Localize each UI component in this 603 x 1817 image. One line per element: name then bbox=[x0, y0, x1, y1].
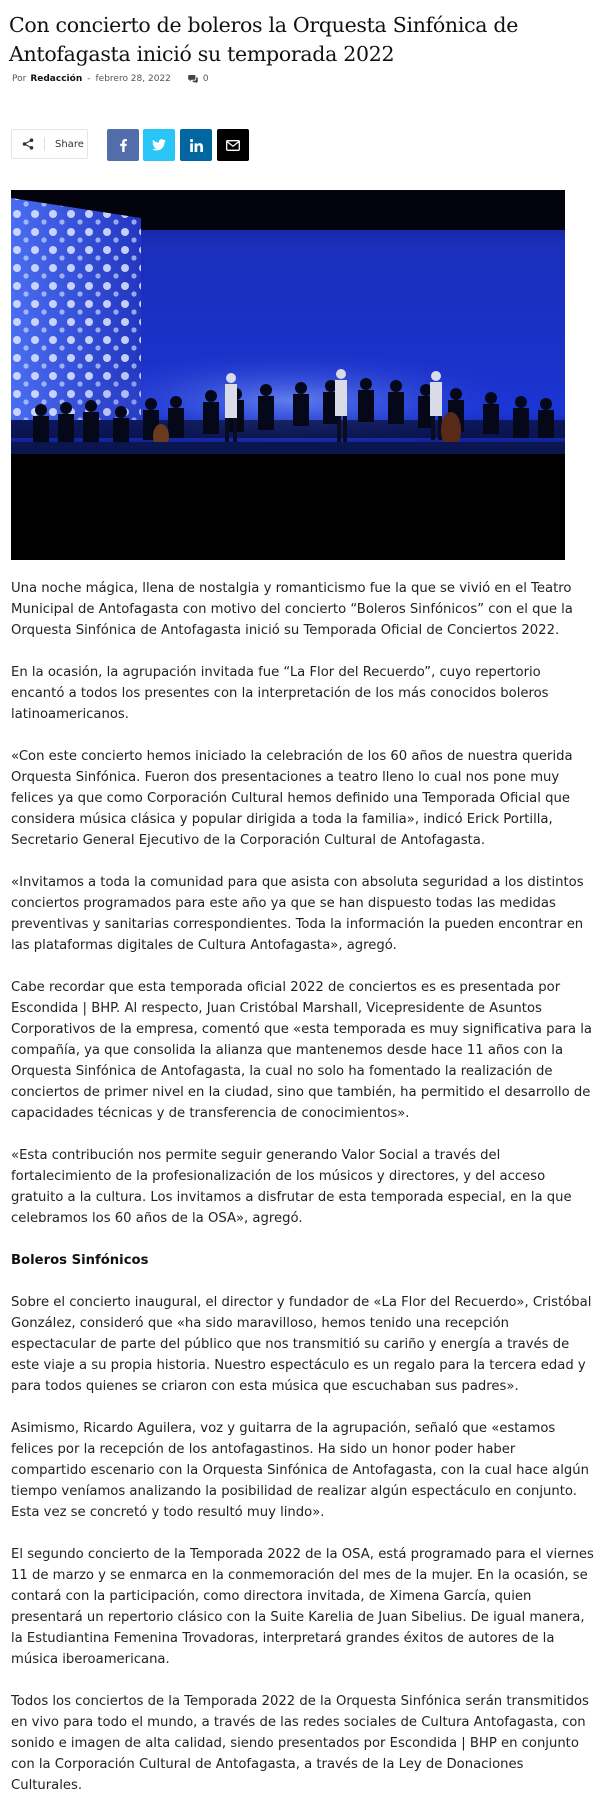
author-link[interactable]: Redacción bbox=[30, 74, 83, 84]
twitter-icon bbox=[152, 139, 166, 151]
share-divider bbox=[44, 137, 45, 151]
share-label: Share bbox=[55, 138, 84, 150]
publish-date: febrero 28, 2022 bbox=[95, 74, 171, 84]
share-button[interactable] bbox=[11, 129, 88, 159]
meta-separator: - bbox=[87, 74, 91, 84]
comment-count: 0 bbox=[202, 74, 209, 84]
article-paragraph: En la ocasión, la agrupación invitada fue “La Flor del Recuerdo”, cuyo repertorio encantó a todos los presentes con la interpretación de los más conocidos boleros latinoamericanos. bbox=[11, 665, 549, 722]
article-paragraph: El segundo concierto de la Temporada 2022 de la OSA, está programado para el viernes 11 de marzo y se enmarca en la conmemoración del mes de la mujer. En la ocasión, se contará con la participación, como directora invitada, de Ximena García, quien presentará un repertorio clásico con la Suite Karelia de Juan Sibelius. De igual manera, la Estudiantina Femenina Trovadoras, interpretará grandes éxitos de autores de la música iberoamericana. bbox=[11, 1547, 594, 1667]
article-meta bbox=[12, 74, 209, 84]
article-paragraph: Todos los conciertos de la Temporada 2022 de la Orquesta Sinfónica serán transmitidos en vivo para todo el mundo, a través de las redes sociales de Cultura Antofagasta, con sonido e imagen de alta calidad, siendo presentados por Escondida | BHP en conjunto con la Corporación Cultural de Antofagasta, a través de la Ley de Donaciones Culturales. bbox=[11, 1694, 589, 1793]
article-paragraph: Una noche mágica, llena de nostalgia y romanticismo fue la que se vivió en el Teatro Municipal de Antofagasta con motivo del concierto “Boleros Sinfónicos” con el que la Orquesta Sinfónica de Antofagasta inició su Temporada Oficial de Conciertos 2022. bbox=[11, 581, 573, 638]
linkedin-icon bbox=[190, 139, 203, 152]
article-body bbox=[11, 578, 594, 1817]
article-title: Con concierto de boleros la Orquesta Sinfónica de Antofagasta inició su temporada 2022 bbox=[9, 13, 519, 66]
comments-link[interactable] bbox=[188, 74, 209, 84]
article-paragraph: «Invitamos a toda la comunidad para que asista con absoluta seguridad a los distintos conciertos programados para este año ya que se han dispuesto todas las medidas preventivas y sanitarias correspondientes. Toda la información la pueden encontrar en las plataformas digitales de Cultura Antofagasta», agregó. bbox=[11, 875, 584, 953]
facebook-icon bbox=[120, 139, 127, 152]
concert-photo bbox=[11, 190, 565, 560]
linkedin-share-button[interactable] bbox=[180, 129, 212, 161]
facebook-share-button[interactable] bbox=[107, 129, 139, 161]
section-subheading: Boleros Sinfónicos bbox=[11, 1253, 149, 1268]
twitter-share-button[interactable] bbox=[143, 129, 175, 161]
article-paragraph: Asimismo, Ricardo Aguilera, voz y guitarra de la agrupación, señaló que «estamos felices por la recepción de los antofagastinos. Ha sido un honor poder haber compartido escenario con la Orquesta Sinfónica de Antofagasta, con la cual hace algún tiempo veníamos analizando la posibilidad de realizar algún espectáculo en conjunto. Esta vez se concretó y todo resultó muy lindo». bbox=[11, 1421, 589, 1520]
article-paragraph: Sobre el concierto inaugural, el director y fundador de «La Flor del Recuerdo», Cristóbal González, consideró que «ha sido maravilloso, hemos tenido una recepción espectacular de parte del público que nos transmitió su cariño y energía a través de este viaje a su propia historia. Nuestro espectáculo es un regalo para la tercera edad y para todos quienes se criaron con esta música que escuchaban sus padres». bbox=[11, 1295, 592, 1394]
article-paragraph: Cabe recordar que esta temporada oficial 2022 de conciertos es es presentada por Escondida | BHP. Al respecto, Juan Cristóbal Marshall, Vicepresidente de Asuntos Corporativos de la empresa, comentó que «esta temporada es muy significativa para la compañía, ya que consolida la alianza que mantenemos desde hace 11 años con la Orquesta Sinfónica de Antofagasta, la cual no solo ha fomentado la realización de conciertos de primer nivel en la ciudad, sino que también, ha permitido el desarrollo de capacidades técnicas y de transferencia de conocimientos». bbox=[11, 980, 592, 1121]
by-label: Por bbox=[12, 74, 27, 84]
article-paragraph: «Esta contribución nos permite seguir generando Valor Social a través del fortalecimiento de la profesionalización de los músicos y directores, y del acceso gratuito a la cultura. Los invitamos a disfrutar de esta temporada especial, en la que celebramos los 60 años de la OSA», agregó. bbox=[11, 1148, 572, 1226]
article-paragraph: «Con este concierto hemos iniciado la celebración de los 60 años de nuestra querida Orquesta Sinfónica. Fueron dos presentaciones a teatro lleno lo cual nos pone muy felices ya que como Corporación Cultural hemos definido una Temporada Oficial que considera música clásica y popular dirigida a toda la familia», indicó Erick Portilla, Secretario General Ejecutivo de la Corporación Cultural de Antofagasta. bbox=[11, 749, 573, 848]
comment-icon bbox=[188, 75, 198, 83]
email-icon bbox=[226, 140, 240, 151]
share-icon bbox=[22, 138, 34, 150]
email-share-button[interactable] bbox=[217, 129, 249, 161]
